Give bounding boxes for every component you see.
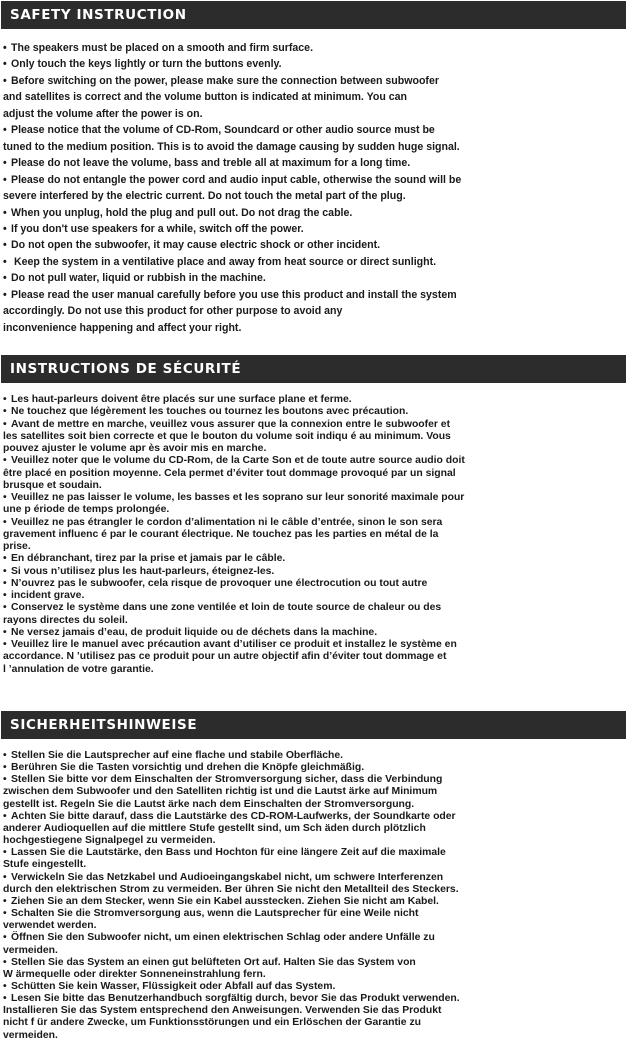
- bullet-icon: •: [3, 42, 7, 54]
- list-item: • Lassen Sie die Lautstärke, den Bass und Hochton für eine längere Zeit auf die maximale Stufe eingestellt.: [3, 847, 446, 871]
- bullet-icon: •: [3, 602, 7, 614]
- list-item: • Stellen Sie die Lautsprecher auf eine flache und stabile Oberfläche.: [3, 750, 344, 761]
- list-item: • Ne touchez que légèrement les touches ou tournez les boutons avec précaution.: [3, 406, 409, 418]
- bullet-icon: •: [3, 980, 7, 992]
- bullet-icon: •: [3, 255, 7, 268]
- list-item: • incident grave.: [3, 590, 85, 601]
- list-item: • Do not pull water, liquid or rubbish in the machine.: [3, 270, 621, 286]
- list-item: • If you don't use speakers for a while, switch off the power.: [3, 221, 621, 237]
- list-item: • Veuillez ne pas étrangler le cordon d’alimentation ni le câble d’entrée, sinon le son sera gravement influenc é par le courant électrique. Ne touchez pas les parties en métal de la prise.: [3, 516, 443, 552]
- list-item: • Keep the system in a ventilative place and away from heat source or direct sunlight.: [3, 254, 621, 270]
- list-item: • N’ouvrez pas le subwoofer, cela risque de provoquer une électrocution ou tout autre: [3, 577, 428, 589]
- list-item: • Please notice that the volume of CD-Rom, Soundcard or other audio source must be tuned to the medium position. This is to avoid the damage causing by sudden huge signal.: [3, 124, 460, 153]
- bullet-icon: •: [3, 406, 7, 418]
- instruction-list-french: [3, 394, 621, 676]
- bullet-icon: •: [3, 932, 7, 944]
- bullet-icon: •: [3, 762, 7, 774]
- list-item: • When you unplug, hold the plug and pull out. Do not drag the cable.: [3, 205, 621, 221]
- bullet-icon: •: [3, 173, 7, 186]
- bullet-icon: •: [3, 871, 7, 883]
- list-item: • Veuillez ne pas laisser le volume, les basses et les soprano sur leur sonorité maximale pour une p ériode de temps prolongée.: [3, 492, 465, 516]
- bullet-icon: •: [3, 993, 7, 1005]
- list-item: • Avant de mettre en marche, veuillez vous assurer que la connexion entre le subwoofer et les satellites soit bien correcte et que le bouton du volume soit indiqu é au minimum. Vous pouvez ajuster le volume apr ès avoir mis en marche.: [3, 418, 451, 454]
- bullet-icon: •: [3, 239, 7, 252]
- bullet-icon: •: [3, 516, 7, 528]
- list-item: • The speakers must be placed on a smooth and firm surface.: [3, 40, 621, 56]
- list-item: • Ziehen Sie an dem Stecker, wenn Sie ein Kabel ausstecken. Ziehen Sie nicht am Kabel.: [3, 895, 439, 907]
- bullet-icon: •: [3, 553, 7, 565]
- instruction-list-german: [3, 750, 621, 1042]
- bullet-icon: •: [3, 565, 7, 577]
- bullet-icon: •: [3, 590, 7, 601]
- section-header-german: SICHERHEITSHINWEISE: [1, 711, 626, 739]
- bullet-icon: •: [3, 272, 7, 285]
- list-item: • Schütten Sie kein Wasser, Flüssigkeit oder Abfall auf das System.: [3, 980, 336, 992]
- list-item: • Verwickeln Sie das Netzkabel und Audioeingangskabel nicht, um schwere Interferenzen durch den elektrischen Strom zu vermeiden. Ber ühren Sie nicht den Metallteil des Steckers.: [3, 871, 459, 895]
- bullet-icon: •: [3, 750, 7, 761]
- bullet-icon: •: [3, 157, 7, 170]
- list-item: • Veuillez lire le manuel avec précaution avant d’utiliser ce produit et installez le système en accordance. N ’utilisez pas ce produit pour un autre objectif afin d’éviter tout dommage et l ’annulation de votre garantie.: [3, 639, 457, 675]
- list-item: • Lesen Sie bitte das Benutzerhandbuch sorgfältig durch, bevor Sie das Produkt verwenden. Installieren Sie das System entsprechend den Anweisungen. Verwenden Sie das Produkt nicht f ür andere Zwecke, um Funktionsstörungen und ein Erlöschen der Garantie zu vermeiden.: [3, 993, 460, 1041]
- list-item: • Si vous n’utilisez plus les haut-parleurs, éteignez-les.: [3, 565, 275, 577]
- list-item: • Öffnen Sie den Subwoofer nicht, um einen elektrischen Schlag oder andere Unfälle zu vermeiden.: [3, 932, 435, 956]
- bullet-icon: •: [3, 847, 7, 859]
- list-item: • Veuillez noter que le volume du CD-Rom, de la Carte Son et de toute autre source audio doit être placé en position moyenne. Cela permet d’éviter tout dommage provoqué par un signal brusque et soudain.: [3, 455, 465, 491]
- bullet-icon: •: [3, 394, 7, 405]
- section-header-french: INSTRUCTIONS DE SÉCURITÉ: [1, 355, 626, 383]
- bullet-icon: •: [3, 577, 7, 589]
- list-item: • Do not open the subwoofer, it may cause electric shock or other incident.: [3, 237, 621, 253]
- list-item: • Berühren Sie die Tasten vorsichtig und drehen die Knöpfe gleichmäßig.: [3, 762, 365, 774]
- bullet-icon: •: [3, 774, 7, 786]
- list-item: • Before switching on the power, please make sure the connection between subwoofer and satellites is correct and the volume button is indicated at minimum. You can adjust the volume after the power is on.: [3, 74, 439, 120]
- bullet-icon: •: [3, 206, 7, 219]
- bullet-icon: •: [3, 492, 7, 503]
- list-item: • Only touch the keys lightly or turn the buttons evenly.: [3, 56, 621, 72]
- bullet-icon: •: [3, 895, 7, 907]
- list-item: • Achten Sie bitte darauf, dass die Lautstärke des CD-ROM-Laufwerks, der Soundkarte oder anderer Audioquellen auf die mittlere Stufe gestellt sind, um Sch äden durch plötzlich hochgestiegene Signalpegel zu vermeiden.: [3, 810, 456, 847]
- list-item: • Conservez le système dans une zone ventilée et loin de toute source de chaleur ou des rayons directes du soleil.: [3, 602, 442, 626]
- bullet-icon: •: [3, 455, 7, 467]
- list-item: • Stellen Sie das System an einen gut belüfteten Ort auf. Halten Sie das System von W ärmequelle oder direkter Sonneneinstrahlung fern.: [3, 956, 416, 980]
- list-item: • Schalten Sie die Stromversorgung aus, wenn die Lautsprecher für eine Weile nicht verwendet werden.: [3, 908, 419, 932]
- bullet-icon: •: [3, 956, 7, 968]
- list-item: • Stellen Sie bitte vor dem Einschalten der Stromversorgung sicher, dass die Verbindung zwischen dem Subwoofer und den Satelliten richtig ist und die Lautst ärke auf Minimum gestellt ist. Regeln Sie die Lautst ärke nach dem Einschalten der Stromversorgung.: [3, 774, 443, 810]
- bullet-icon: •: [3, 124, 7, 137]
- bullet-icon: •: [3, 639, 7, 650]
- section-header-english: SAFETY INSTRUCTION: [1, 1, 626, 29]
- list-item: • Please do not entangle the power cord and audio input cable, otherwise the sound will be severe interfered by the electric current. Do not touch the metal part of the plug.: [3, 173, 462, 203]
- bullet-icon: •: [3, 58, 7, 71]
- list-item: • En débranchant, tirez par la prise et jamais par le câble.: [3, 553, 286, 565]
- bullet-icon: •: [3, 810, 7, 822]
- list-item: • Ne versez jamais d’eau, de produit liquide ou de déchets dans la machine.: [3, 626, 378, 638]
- bullet-icon: •: [3, 288, 7, 301]
- instruction-list-english: [3, 40, 621, 336]
- list-item: • Les haut-parleurs doivent être placés sur une surface plane et ferme.: [3, 394, 352, 405]
- bullet-icon: •: [3, 908, 7, 920]
- list-item: • Please read the user manual carefully before you use this product and install the system accordingly. Do not use this product for other purpose to avoid any inconvenience happening and affect your right.: [3, 288, 457, 334]
- bullet-icon: •: [3, 222, 7, 235]
- bullet-icon: •: [3, 418, 7, 430]
- bullet-icon: •: [3, 74, 7, 87]
- bullet-icon: •: [3, 626, 7, 638]
- list-item: • Please do not leave the volume, bass and treble all at maximum for a long time.: [3, 155, 621, 171]
